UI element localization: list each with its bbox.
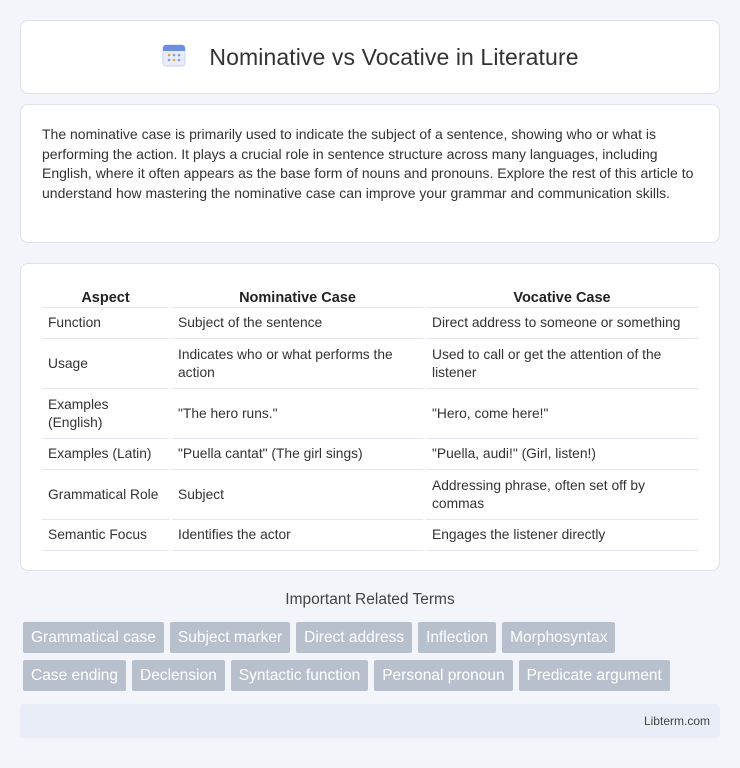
table-row bbox=[42, 520, 698, 551]
tag-predicate-argument[interactable]: Predicate argument bbox=[519, 660, 670, 691]
table-cell: Usage bbox=[42, 339, 169, 389]
footer-link[interactable]: Libterm.com bbox=[643, 714, 710, 728]
table-cell: Examples (English) bbox=[42, 389, 169, 439]
header-aspect: Aspect bbox=[42, 287, 169, 308]
table-cell: Subject of the sentence bbox=[172, 308, 423, 339]
table-row bbox=[42, 470, 698, 520]
tag-row bbox=[23, 622, 723, 653]
table-cell: Function bbox=[42, 308, 169, 339]
comparison-table bbox=[39, 287, 701, 551]
table-cell: Addressing phrase, often set off by commas bbox=[426, 470, 698, 520]
table-row bbox=[42, 439, 698, 470]
table-cell: Direct address to someone or something bbox=[426, 308, 698, 339]
table-row bbox=[42, 308, 698, 339]
intro-text: The nominative case is primarily used to indicate the subject of a sentence, showing who or what is performing the action. It plays a crucial role in sentence structure across many languages, including English, where it often appears as the base form of nouns and pronouns. Explore the rest of this article to understand how mastering the nominative case can improve your grammar and communication skills. bbox=[42, 126, 694, 201]
tag-morphosyntax[interactable]: Morphosyntax bbox=[502, 622, 615, 653]
table-cell: Engages the listener directly bbox=[426, 520, 698, 551]
table-cell: Grammatical Role bbox=[42, 470, 169, 520]
table-cell: Identifies the actor bbox=[172, 520, 423, 551]
related-terms-title: Important Related Terms bbox=[285, 591, 455, 608]
table-cell: Examples (Latin) bbox=[42, 439, 169, 470]
table-row bbox=[42, 389, 698, 439]
comparison-table-card bbox=[20, 263, 720, 571]
table-cell: "Puella cantat" (The girl sings) bbox=[172, 439, 423, 470]
tag-inflection[interactable]: Inflection bbox=[418, 622, 496, 653]
intro-card bbox=[20, 104, 720, 243]
table-cell: "The hero runs." bbox=[172, 389, 423, 439]
table-cell: Used to call or get the attention of the listener bbox=[426, 339, 698, 389]
tag-subject-marker[interactable]: Subject marker bbox=[170, 622, 290, 653]
tag-grammatical-case[interactable]: Grammatical case bbox=[23, 622, 164, 653]
footer bbox=[20, 704, 720, 738]
tag-personal-pronoun[interactable]: Personal pronoun bbox=[374, 660, 512, 691]
header-card bbox=[20, 20, 720, 94]
table-cell: "Hero, come here!" bbox=[426, 389, 698, 439]
table-header-row bbox=[42, 287, 698, 308]
tag-syntactic-function[interactable]: Syntactic function bbox=[231, 660, 368, 691]
table-cell: Indicates who or what performs the action bbox=[172, 339, 423, 389]
table-row bbox=[42, 339, 698, 389]
table-cell: "Puella, audi!" (Girl, listen!) bbox=[426, 439, 698, 470]
tag-direct-address[interactable]: Direct address bbox=[296, 622, 412, 653]
calendar-icon bbox=[161, 42, 187, 68]
table-cell: Semantic Focus bbox=[42, 520, 169, 551]
header-nominative: Nominative Case bbox=[172, 287, 423, 308]
tag-row bbox=[23, 660, 723, 691]
related-terms-tags bbox=[23, 622, 723, 698]
tag-case-ending[interactable]: Case ending bbox=[23, 660, 126, 691]
page-title: Nominative vs Vocative in Literature bbox=[209, 43, 579, 70]
header-vocative: Vocative Case bbox=[426, 287, 698, 308]
tag-declension[interactable]: Declension bbox=[132, 660, 225, 691]
table-cell: Subject bbox=[172, 470, 423, 520]
